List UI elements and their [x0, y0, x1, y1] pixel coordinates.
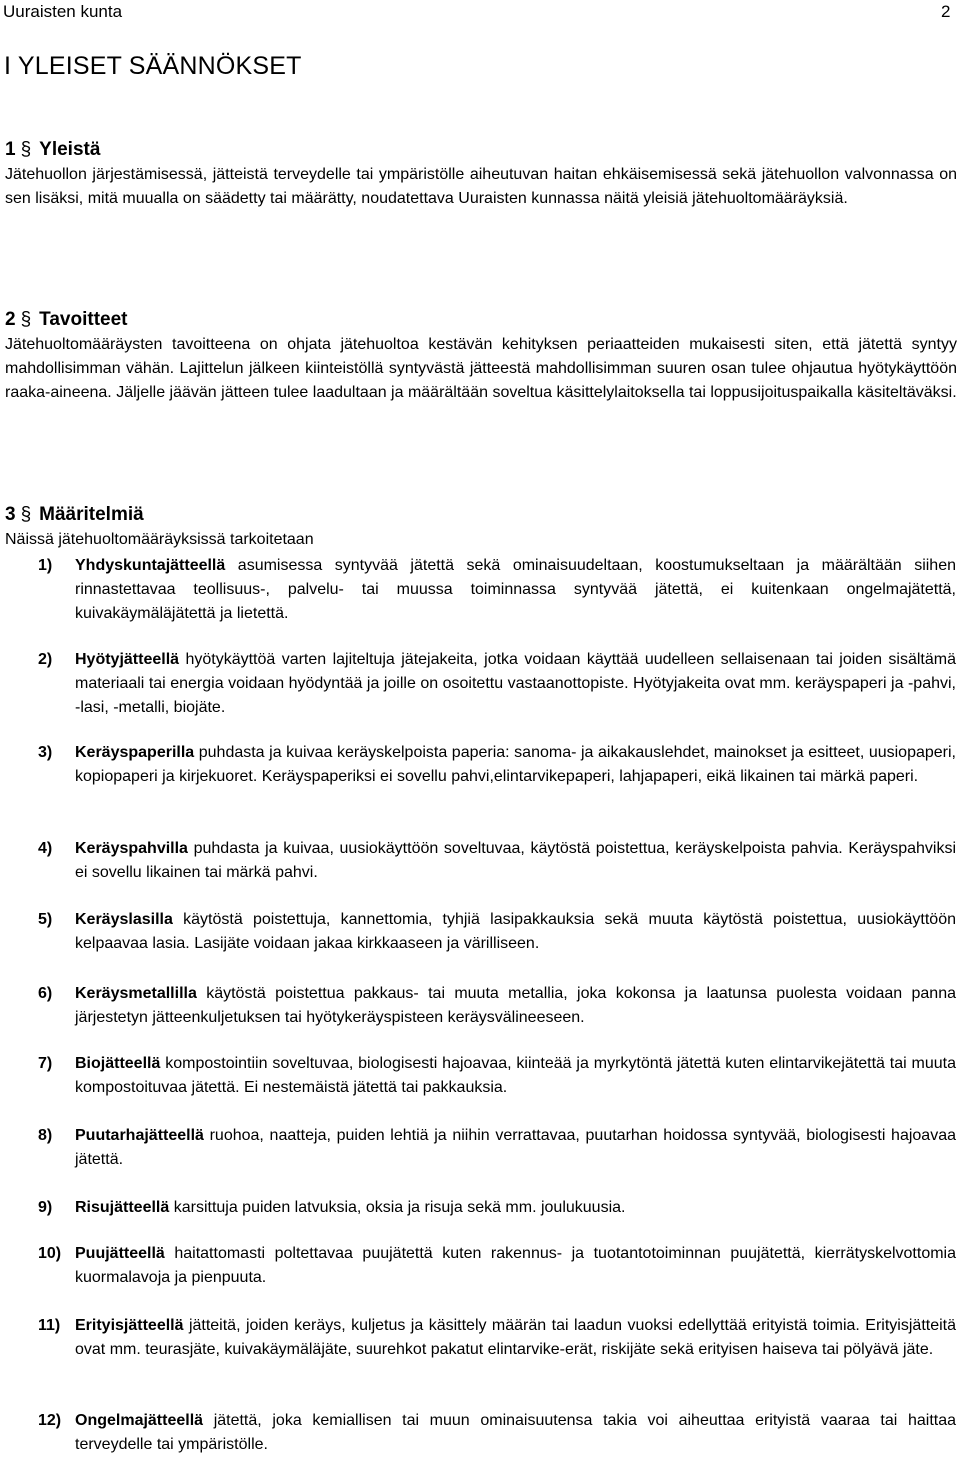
- section-title: Yleistä: [39, 139, 101, 160]
- section-title: Määritelmiä: [39, 504, 144, 525]
- definition-term: Risujätteellä: [75, 1199, 170, 1216]
- section-text: Jätehuollon järjestämisessä, jätteistä terveydelle tai ympäristölle aiheutuvan haitan ehkäisemisessä sekä jätehuollon valvonnassa on sen lisäksi, mitä muualla on säädetty tai määrätty, noudatettava Uuraisten kunnassa näitä yleisiä jätehuoltomääräyksiä.: [5, 166, 957, 207]
- section-number: 2: [5, 309, 16, 330]
- header-municipality: Uuraisten kunta: [3, 2, 123, 21]
- definition-item: [38, 1314, 956, 1362]
- definition-number: 1): [38, 557, 53, 574]
- definition-number: 11): [38, 1317, 61, 1334]
- section-2: [5, 307, 957, 405]
- definition-item: [38, 1196, 956, 1220]
- section-number: 1: [5, 139, 16, 160]
- definition-term: Keräyspahvilla: [75, 840, 188, 857]
- definition-item: [38, 982, 956, 1030]
- definition-item: [38, 1052, 956, 1100]
- section-heading: [5, 307, 957, 333]
- definition-term: Puujätteellä: [75, 1245, 165, 1262]
- definition-number: 6): [38, 985, 53, 1002]
- definition-item: [38, 1409, 956, 1457]
- definition-term: Biojätteellä: [75, 1055, 161, 1072]
- section-heading: [5, 137, 957, 163]
- definition-number: 10): [38, 1245, 62, 1262]
- section-1: [5, 137, 957, 211]
- definition-number: 5): [38, 911, 53, 928]
- definition-item: [38, 741, 956, 789]
- definition-text: käytöstä poistettua pakkaus- tai muuta metallia, joka kokonsa ja laatunsa puolesta voidaan panna järjestetyn jätteenkuljetuksen tai hyötykeräyspisteen keräysvälineeseen.: [75, 985, 956, 1026]
- definition-text: jätteitä, joiden keräys, kuljetus ja käsittely määrän tai laadun vuoksi edellyttää erityistä toimia. Erityisjätteitä ovat mm. teurasjäte, kuivakäymäläjäte, suurehkot pakatut elintarvike-erät, riskijäte sekä erityisen haiseva tai pölyävä jäte.: [75, 1317, 956, 1358]
- definition-term: Hyötyjätteellä: [75, 651, 180, 668]
- definition-term: Erityisjätteellä: [75, 1317, 184, 1334]
- definition-item: [38, 648, 956, 720]
- page-header: [0, 0, 960, 24]
- definition-term: Keräyslasilla: [75, 911, 173, 928]
- section-sign: §: [20, 139, 32, 160]
- definition-number: 4): [38, 840, 53, 857]
- section-heading: [5, 502, 957, 528]
- definition-number: 3): [38, 744, 53, 761]
- definition-text: asumisessa syntyvää jätettä sekä ominaisuudeltaan, koostumukseltaan ja määrältään siihen rinnastettavaa teollisuus-, palvelu- tai muussa toiminnassa syntyvää jätettä, ei kuitenkaan ongelmajätettä, kuivakäymäläjätettä ja lietettä.: [75, 557, 956, 622]
- definition-text: käytöstä poistettuja, kannettomia, tyhjiä lasipakkauksia sekä muuta käytöstä poistettua, uusiokäyttöön kelpaavaa lasia. Lasijäte voidaan jakaa kirkkaaseen ja värilliseen.: [75, 911, 956, 952]
- definition-text: hyötykäyttöä varten lajiteltuja jätejakeita, jotka voidaan käyttää uudelleen sellaisenaan tai joiden sisältämä materiaali tai energia voidaan hyödyntää ja joille on osoitettu vastaanottopiste. Hyötyjakeita ovat mm. keräyspaperi ja -pahvi, -lasi, -metalli, biojäte.: [75, 651, 956, 716]
- definition-item: [38, 837, 956, 885]
- definition-text: puhdasta ja kuivaa keräyskelpoista paperia: sanoma- ja aikakauslehdet, mainokset ja esitteet, uusiopaperi, kopiopaperi ja kirjekuoret. Keräyspaperiksi ei sovellu pahvi,elintarvikepaperi, lahjapaperi, eikä likainen tai märkä paperi.: [75, 744, 956, 785]
- section-number: 3: [5, 504, 16, 525]
- definition-item: [38, 554, 956, 626]
- definition-item: [38, 908, 956, 956]
- definition-term: Keräyspaperilla: [75, 744, 195, 761]
- definition-term: Puutarhajätteellä: [75, 1127, 204, 1144]
- section-intro: Näissä jätehuoltomääräyksissä tarkoitetaan: [5, 531, 314, 548]
- header-page-number: 2: [941, 2, 951, 21]
- definition-number: 9): [38, 1199, 53, 1216]
- definition-term: Ongelmajätteellä: [75, 1412, 204, 1429]
- definition-item: [38, 1242, 956, 1290]
- definition-number: 7): [38, 1055, 53, 1072]
- definition-text: puhdasta ja kuivaa, uusiokäyttöön soveltuvaa, käytöstä poistettua, keräyskelpoista pahvia. Keräyspahviksi ei sovellu likainen tai märkä pahvi.: [75, 840, 956, 881]
- definition-text: karsittuja puiden latvuksia, oksia ja risuja sekä mm. joulukuusia.: [169, 1199, 626, 1216]
- definition-number: 2): [38, 651, 53, 668]
- definition-number: 12): [38, 1412, 62, 1429]
- chapter-title: I YLEISET SÄÄNNÖKSET: [4, 52, 302, 80]
- section-text: Jätehuoltomääräysten tavoitteena on ohjata jätehuoltoa kestävän kehityksen periaatteiden mukaisesti siten, että jätettä syntyy mahdollisimman vähän. Lajittelun jälkeen kiinteistöllä syntyvästä jätteestä mahdollisimman suuren osan tulee ohjautua hyötykäyttöön raaka-aineena. Jäljelle jäävän jätteen tulee laadultaan ja määrältään soveltua käsittelylaitoksella tai loppusijoituspaikalla käsiteltäväksi.: [5, 336, 957, 401]
- definition-text: ruohoa, naatteja, puiden lehtiä ja niihin verrattavaa, puutarhan hoidossa syntyvää, biologisesti hajoavaa jätettä.: [75, 1127, 956, 1168]
- definition-text: kompostointiin soveltuvaa, biologisesti hajoavaa, kiinteää ja myrkytöntä jätettä kuten elintarvikejätettä tai muuta kompostoituvaa jätettä. Ei nestemäistä jätettä tai pakkauksia.: [75, 1055, 956, 1096]
- definition-term: Keräysmetallilla: [75, 985, 197, 1002]
- section-sign: §: [20, 309, 32, 330]
- definition-term: Yhdyskuntajätteellä: [75, 557, 226, 574]
- definition-item: [38, 1124, 956, 1172]
- definition-text: jätettä, joka kemiallisen tai muun ominaisuutensa takia voi aiheuttaa erityistä vaaraa tai haittaa terveydelle tai ympäristölle.: [75, 1412, 956, 1453]
- definition-number: 8): [38, 1127, 53, 1144]
- section-title: Tavoitteet: [39, 309, 128, 330]
- section-3: [5, 502, 957, 552]
- definition-text: haitattomasti poltettavaa puujätettä kuten rakennus- ja tuotantotoiminnan puujätettä, kierrätyskelvottomia kuormalavoja ja pienpuuta.: [75, 1245, 956, 1286]
- section-sign: §: [20, 504, 32, 525]
